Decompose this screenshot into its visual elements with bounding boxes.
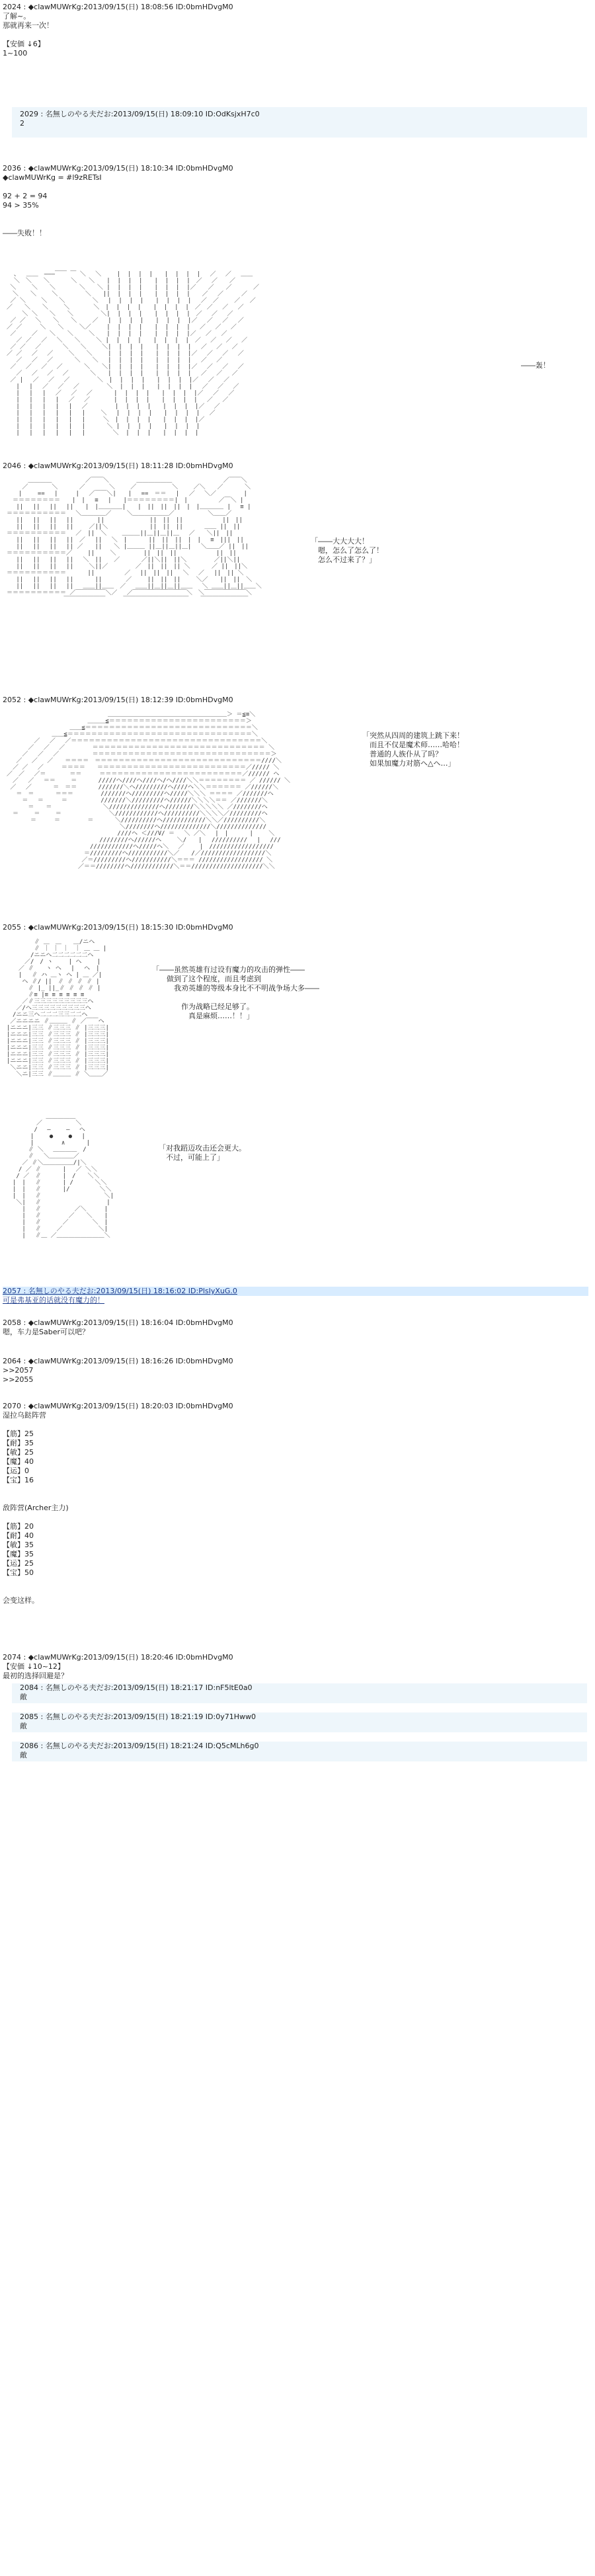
post-body: 敵 bbox=[20, 1751, 27, 1759]
post-2064 bbox=[3, 1357, 584, 1385]
post-header: 2086 : 名無しのやる夫だお:2013/09/15(日) 18:21:24 ID:Q5cMLh6g0 bbox=[20, 1742, 259, 1750]
ascii-art-2046: ＿＿＿＿ ／￣￣＼ ＿＿＿＿＿＿ ／￣￣＼ ／ ＼ ／ ＼ ／ ＼ ／＼ ／ ＼ | == | | ／￣￣＼| | == ＝＝ | ／ ＼／ | ＝＝＝＝＝＝＝＝ | | ≡ | |＝＝＝＝＝＝＝＝| | ／￣＼ | || || || || | |＿＿＿＿| | || || || | |＿＿＿＿ | ≡ | ＝＝＝＝＝＝＝＝＝＝ ＼＿＿＿＿／ ＼＿＿＿＿＿＿／ ＼＿＿／ || || || || || || || || || || || || || || ／||＼ || || || ＿＿ || || ＝＝＝＝＝＝＝＝＝＝ ／ || ＼ ＿＿＿||＿||＿||＿ ／ ＼|| || || || || || ／ || ＼ | || || || | | ≡ ||| || || || || || ／ || ＼ |＿＿＿ ||＿||＿||＿| ＼＿＿／ || || ＝＝＝＝＝＝＝＝＝＝／ || ＼ || || || || || || || || || ＼ || ／ ／||＼|| ||＼ ／||＼|| || || || || ＼||／ ／ || || || ＼ ／ || ||＼ ＝＝＝＝＝＝＝＝＝＝ || ／ || || || ＼ ／ || || ＼ || || || || || ／ || || || ＼／ || || ＼ || || || || ＿＿||＿＿ ／ ＿＿||＿||＿||＿＿ ＼ ＿＿||＿||＿＿＼ ＝＝＝＝＝＝＝＝＝＝ ／￣￣￣￣￣＼／ ／￣￣￣￣￣￣￣￣￣＼ ＼￣￣￣￣￣￣￣＼ ￣￣￣￣￣￣￣ ￣￣￣￣￣￣￣￣￣￣￣ ￣￣￣￣￣￣￣￣ bbox=[7, 477, 262, 603]
post-body: 了解~。 那就再来一次！ 【安価 ↓6】 1~100 bbox=[3, 12, 54, 58]
post-header: 2064 : ◆clawMUWrKg:2013/09/15(日) 18:16:26 ID:0bmHDvgM0 bbox=[3, 1357, 233, 1365]
post-body: 敵 bbox=[20, 1722, 27, 1730]
speech-2055b: 「对我蹈迈攻击还会更大。 不过，可能上了」 bbox=[159, 1144, 246, 1162]
post-body: >>2057 >>2055 bbox=[3, 1366, 34, 1384]
post-2055 bbox=[3, 923, 584, 932]
post-2046 bbox=[3, 462, 584, 471]
post-body: 2 bbox=[20, 119, 24, 128]
post-header: 2057 : 名無しのやる夫だお:2013/09/15(日) 18:16:02 ID:PlsIyXuG.0 bbox=[3, 1287, 237, 1295]
ascii-art-2055: ∥ ＿ ＿ ＿/ニヘ ∥ ｜ ｜ ｜ ｜ ＿ ＿ | /ニニヘ二二二二二二ヘ ／/ / ヽ | ヘ | ／ ∥ ヽ ヘ | ヘ | | ∥ ハ ＿ヽ ヘ | ＿ ／| ヘ ∥/ || ∥ ∥ ∥ ∥ | ∥ |_ ||_∥ ∥ ∥ ∥ | ∥≡ |≡ ≡ ≡ ≡ ≡ ≡ ／∥三三三三三三三三三ヘ ／/ヘ三三三三三三三三三ヘ /ニニ三ヘ二二二三三二二ヘ ／ニニニニ ∥＿＿＿ ∥ ／￣￣ヘ |ニニニ|三三 ∥三三三 ∥ |三三三| |ニニニ|三三 ∥三三三 ∥ |三三三| |ニニニ|三三 ∥三三三 ∥ |三三三| |ニニニ|三三 ∥三三三 ∥ |三三三| |ニニニ|三三 ∥三三三 ∥ |三三三| |ニニニ|三三 ∥三三三 ∥ |三三三| ＼ニニ|三三 ∥三三三 ∥ |三三三| ＼ニ|三三 ∥＿＿＿ ∥ ＼＿＿／ bbox=[7, 939, 109, 1078]
post-body: ◆clawMUWrKg = #l9zRETsI 92 + 2 = 94 94 > 35% ――失败！！ bbox=[3, 173, 102, 237]
post-2036 bbox=[3, 164, 584, 238]
ascii-art-speedlines: 、 ＿＿ ―――￣￣ ￣ ＼ ＼ | | | | | | | | ／ ／ ＿＿ ＼ ＼ ＼ ＼ ＼ | | | | | | | | ／ ／ ／ ＼ ＼ ＼ ＼ ＼ | | | | | | | |／ ／ ／ ／ ＼ ＼ ＼ ＼ || | | | | | | | ／ ／ ／ ／ ＼ ＼ ＼ ＼ | | | | | | | | ／ ／ ／ ／ ／ ＼ ＼ ＼ ＼ | | | | | | | | ／ ／ ／ ／ ＼ ＼ ＼ ＼ ＼| | | | | | | | ／ ／ ／ ／ ／ ＼ ＼ ＼ ／ | | | | | | | |／ ／ ／ ／ ／ ／ ＼ ＼ ＼／ | | | | | | | | ／ ／ ／ ／ ／ ＼ ＼ ＼ | | | | | | | |／ ／ ／ ／ ／ ／ ＼ ＼ ＼ | | | | | | | | ／ ／ ／ ／ ／ ／ ／ ＼ ＼ ＼| | | | | | | | ／ ／ ／ ／ ／ ／ ／ ＼ ＼ | | | | | | | |／ ／ ／ ／ ／ ／ ／ ＼ ＼ | | | | | | | | ／ ／ ／ ／ ／ ／ ＼ ＼| | | | | | | |／ ／ ／ ／ ／ ／ ／ ／ ＼ | | | | | | | | ／ ／ ／ ／ | ／ ／ ／ ＼ | | | | | | | |／ ／ ／ | | ／ ／ ／ ＼ | | | | | | | ／ ／ ／ | | | ／ ／ ／ | | | | | | | |／ ／ ／ | | | | ／ ／ | | | | | | | | ／ ／ | | | | | ／ | | | | | | | |／ ／ | | | | | | ＼ | | | | | | | | ／ | | | | | | ＼ | | | | | | | |／ | | | | | | ＼ | | | | | | | | | | | | | | ＼ | | | | | | | bbox=[7, 271, 260, 436]
post-header: 2085 : 名無しのやる夫だお:2013/09/15(日) 18:21:19 ID:0y71Hww0 bbox=[20, 1712, 256, 1721]
post-2058 bbox=[3, 1318, 584, 1337]
ascii-art-2055b: ＿＿＿＿＿ ／ ＼ / ― ― ヘ | ● ● | | ∧ | ∥ ＼ ＿＿＿＿ / ∥ ＼＿＿＿＿／ ／ ∥＼＿＿＿＿＿/|＼ / ／ ∥ | ／ ＼＼ / ／ ∥ | / ＼＼ | | ∥ | / ＼＼ | | ∥ |/ ＼＼ | | ∥ ＼| ＼| ∥ | | ∥ ／＼ | | ∥ ／ ＼ | | ∥ ／ ＼ | | ∥ ／ ＼| | ∥＿ ／＿＿＿＿＿＿＿＿＼ bbox=[13, 1113, 114, 1239]
reply-2084 bbox=[12, 1683, 587, 1703]
post-header: 2084 : 名無しのやる夫だお:2013/09/15(日) 18:21:17 ID:nF5ltE0a0 bbox=[20, 1683, 253, 1692]
post-2052 bbox=[3, 696, 584, 705]
post-2070 bbox=[3, 1402, 584, 1605]
post-2074 bbox=[3, 1653, 584, 1681]
post-2024 bbox=[3, 3, 584, 58]
post-header: 2046 : ◆clawMUWrKg:2013/09/15(日) 18:11:28 ID:0bmHDvgM0 bbox=[3, 462, 233, 470]
reply-2086 bbox=[12, 1742, 587, 1761]
post-header: 2029 : 名無しのやる夫だお:2013/09/15(日) 18:09:10 ID:OdKsjxH7c0 bbox=[20, 110, 260, 118]
speech-2055: 「――虽然英雄有过设有魔力的攻击的弹性―― 做到了这个程度，而且考虑到 我劝英雄的等级本身比不不明战争场大多―― 作为战略已经足够了。 真是麻烦……！！」 bbox=[152, 965, 319, 1020]
shout-text: ――轰！ bbox=[521, 361, 550, 370]
post-2057 bbox=[3, 1287, 584, 1305]
post-body: 【安価 ↓10~12】 最初的选择回避是？ bbox=[3, 1662, 68, 1680]
post-header: 2070 : ◆clawMUWrKg:2013/09/15(日) 18:20:03 ID:0bmHDvgM0 bbox=[3, 1402, 233, 1410]
post-header: 2024 : ◆clawMUWrKg:2013/09/15(日) 18:08:56 ID:0bmHDvgM0 bbox=[3, 3, 233, 11]
post-header: 2074 : ◆clawMUWrKg:2013/09/15(日) 18:20:46 ID:0bmHDvgM0 bbox=[3, 1653, 233, 1662]
speech-2046: 「――大大大大！ 嗯，怎么了怎么了！ 怎么不过来了？」 bbox=[311, 537, 383, 564]
post-header: 2036 : ◆clawMUWrKg:2013/09/15(日) 18:10:34 ID:0bmHDvgM0 bbox=[3, 164, 233, 173]
post-body: 嗯，车力是Saber可以吧？ bbox=[3, 1328, 89, 1336]
post-header: 2052 : ◆clawMUWrKg:2013/09/15(日) 18:12:39 ID:0bmHDvgM0 bbox=[3, 696, 233, 704]
speech-2052: 「突然从四周的建筑上跳下来！ 而且不仅是魔术师……哈哈！ 普通的人族仆从了吗？ 如果加魔力对筋ヘ△ヘ…」 bbox=[362, 731, 464, 768]
reply-2085 bbox=[12, 1712, 587, 1732]
post-body: 可是弗基亚的话就没有魔力的！ bbox=[3, 1296, 104, 1305]
ascii-art-2052: ＿＿＿＿＿＿＿＿＿＿＿＿＿＿＿＿＿＿＿＿＞ ＝≦≡＼ ＿＿＿≦＝＝＝＝＝＝＝＝＝＝＝＝＝＝＝＝＝＝＝＝＝＝＝＞ ＿＿≦＝＝＝＝＝＝＝＝＝＝＝＝＝＝＝＝＝＝＝＝＝＝＝＝＝＝＝＝＼ ＿＿≦＝＝＝＝＝＝＝＝＝＝＝＝＝＝＝＝＝＝＝＝＝＝＝＝＝＝＝＝＝＝＝＼ ／ ／ ／＝＝＝＝＝＝＝＝＝＝＝＝＝＝＝＝＝＝＝＝＝＝＝＝＝＝＝＝＝＝＝＝＼ ／ ／ ／ ＝＝＝＝＝＝＝＝＝＝＝＝＝＝＝＝＝＝＝＝＝＝＝＝＝＝＝＝＝ ＼ ／ ／ ／ ＝＝＝＝＝＝＝＝＝＝＝＝＝＝＝＝＝＝＝＝＝＝＝＝＝＝＝＝＝＝＞ ／ ／ ／ ＝＝＝＝ ＝＝＝＝＝＝＝＝＝＝＝＝＝＝＝＝＝＝＝＝＝＝＝＝＝＝＝＝////＼ ／ ／ ／ ＝＝＝＝ ＝＝＝＝＝＝＝＝＝＝＝＝＝＝＝＝＝＝＝＝＝＝＝＝＝／///// ＼ ／ ／ ／＝ ＝＝ ＝＝＝＝＝＝＝＝＝＝＝＝＝＝＝＝＝＝＝＝＝＝＝＝／////// ヘ ／ ／ ＝＝ ＝ /////ヘ////ヘ////ヘ/ヘ////＼＼＝＝＝＝＝＝＝＝ ／ ////// ＼ ／ ／ ＝ ＝＝ ///////＼ヘ/////////ヘ////ヘ＼＼＝＝＝＝＝＝ ／//////＼ ＝ ＝ ＝＝＝ ///////ヘ/////////ヘ/////＼＼＼ ＝＝＝＝ ／///////ヘ ＝ ＝ ＝ ///////＼/////////ヘ//////＼＼＼＼＝＝ ／///////＼ ＝ ＝ ＼//////////////ヘ////////＼＼＼＼＼ ／////////ヘ ＝ ＝ ＝ ＼////////////ヘ//////////＼＼＼＼／/////////ヘ ＝ ＝ ＝ ＼//////////ヘ////////////＼＼／//////////＼ ＼////////ヘ//////////////＼////////////// ////ヘ ＜///V/ ＝ ＼ ／＼ | | | ＼ ////////ヘ//////ヘ ＼/ | ////////// | /// ////////////ヘ/////ヘ＼ ／ | ////////////////// ＝/////////ヘ///////////＼／ /／//////////////////＼ ／＝/////////ヘ///////////＼＝＝＝ ////////////////// ＼ ／＝＝////////ヘ////////////＼＝＝////////////////////＼＼ bbox=[7, 711, 290, 870]
post-header: 2058 : ◆clawMUWrKg:2013/09/15(日) 18:16:04 ID:0bmHDvgM0 bbox=[3, 1318, 233, 1327]
post-header: 2055 : ◆clawMUWrKg:2013/09/15(日) 18:15:30 ID:0bmHDvgM0 bbox=[3, 923, 233, 932]
post-body: 湿拉乌跶阵营 【筋】25 【耐】35 【敏】25 【魔】40 【运】0 【宝】16 敌阵营(Archer主力) 【筋】20 【耐】40 【敏】35 【魔】35 【运】25 【宝】50 会变这样。 bbox=[3, 1411, 69, 1605]
post-body: 敵 bbox=[20, 1693, 27, 1701]
reply-2029 bbox=[12, 107, 587, 138]
